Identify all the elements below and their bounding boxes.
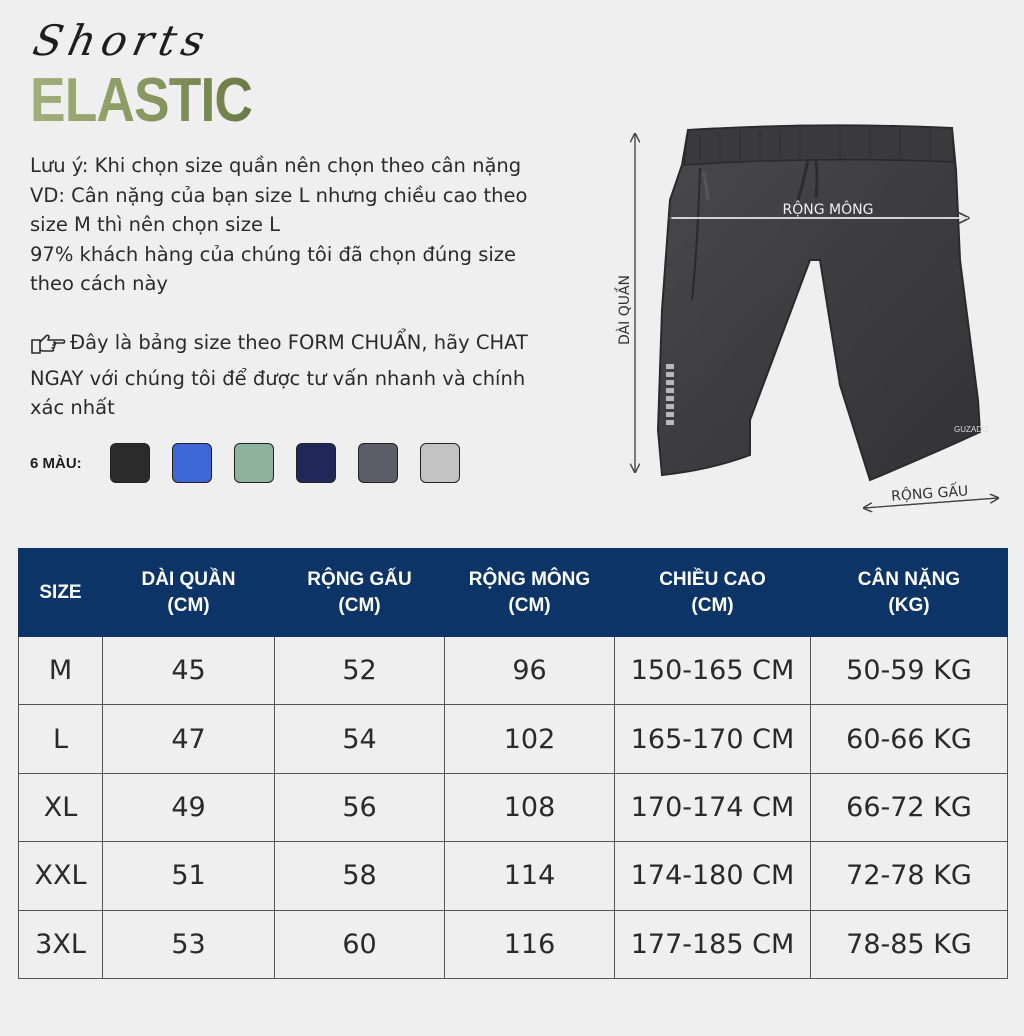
shorts-measurement-diagram [600, 110, 1020, 520]
length-cell: 45 [103, 637, 275, 705]
header-length: DÀI QUẦN (CM) [103, 549, 275, 637]
hem-width-label: RỘNG GẤU [890, 483, 969, 505]
note-line: VD: Cân nặng của bạn size L nhưng chiều cao theo [30, 183, 528, 207]
table-row [19, 910, 1008, 978]
height-cell: 165-170 CM [615, 705, 811, 773]
weight-cell: 50-59 KG [811, 637, 1008, 705]
table-row [19, 842, 1008, 910]
color-swatch-dark-gray[interactable] [358, 443, 398, 483]
shorts-diagram-svg [600, 110, 1020, 520]
length-cell: 49 [103, 773, 275, 841]
size-notes [30, 151, 570, 299]
hem-width-cell: 56 [275, 773, 445, 841]
table-row [19, 637, 1008, 705]
page-title: ELASTIC [30, 66, 253, 135]
note-line: theo cách này [30, 272, 168, 296]
hem-width-measure [864, 480, 998, 508]
color-swatch-sage-green[interactable] [234, 443, 274, 483]
weight-cell: 72-78 KG [811, 842, 1008, 910]
note-line: 97% khách hàng của chúng tôi đã chọn đúng size [30, 242, 517, 266]
color-swatch-light-gray[interactable] [420, 443, 460, 483]
color-swatch-navy[interactable] [296, 443, 336, 483]
hip-width-label: RỘNG MÔNG [782, 202, 874, 218]
weight-cell: 60-66 KG [811, 705, 1008, 773]
table-header-row [19, 549, 1008, 637]
chat-advice [30, 328, 570, 423]
hip-width-cell: 102 [445, 705, 615, 773]
length-label: DÀI QUẦN [617, 274, 633, 346]
size-cell: L [19, 705, 103, 773]
pointing-hand-icon [30, 331, 66, 364]
hip-width-cell: 116 [445, 910, 615, 978]
size-chart-table [18, 548, 1008, 979]
height-cell: 177-185 CM [615, 910, 811, 978]
hip-width-cell: 108 [445, 773, 615, 841]
header-hip-width: RỘNG MÔNG (CM) [445, 549, 615, 637]
table-row [19, 773, 1008, 841]
hem-width-cell: 54 [275, 705, 445, 773]
colors-label: 6 MÀU: [30, 454, 82, 472]
hip-width-cell: 96 [445, 637, 615, 705]
size-cell: 3XL [19, 910, 103, 978]
color-swatch-black[interactable] [110, 443, 150, 483]
header-size: SIZE [19, 549, 103, 637]
hip-width-cell: 114 [445, 842, 615, 910]
hem-width-cell: 60 [275, 910, 445, 978]
color-options [30, 442, 482, 484]
length-cell: 53 [103, 910, 275, 978]
brand-label: GUZADO [954, 425, 989, 434]
height-cell: 170-174 CM [615, 773, 811, 841]
length-measure [614, 134, 635, 472]
hem-width-cell: 52 [275, 637, 445, 705]
advice-line: NGAY với chúng tôi để được tư vấn nhanh và chính [30, 366, 526, 390]
shorts-image [658, 125, 988, 480]
weight-cell: 78-85 KG [811, 910, 1008, 978]
header-height: CHIỀU CAO (CM) [615, 549, 811, 637]
header-weight: CÂN NẶNG (KG) [811, 549, 1008, 637]
advice-line: Đây là bảng size theo FORM CHUẨN, hãy CHAT [70, 331, 528, 354]
note-line: size M thì nên chọn size L [30, 213, 281, 237]
height-cell: 150-165 CM [615, 637, 811, 705]
size-cell: M [19, 637, 103, 705]
size-cell: XL [19, 773, 103, 841]
advice-line: xác nhất [30, 396, 115, 420]
color-swatch-blue[interactable] [172, 443, 212, 483]
script-title: Shorts [28, 16, 215, 65]
header-hem-width: RỘNG GẤU (CM) [275, 549, 445, 637]
hem-width-cell: 58 [275, 842, 445, 910]
height-cell: 174-180 CM [615, 842, 811, 910]
note-line: Lưu ý: Khi chọn size quần nên chọn theo cân nặng [30, 154, 522, 177]
length-cell: 51 [103, 842, 275, 910]
length-cell: 47 [103, 705, 275, 773]
size-cell: XXL [19, 842, 103, 910]
weight-cell: 66-72 KG [811, 773, 1008, 841]
table-row [19, 705, 1008, 773]
